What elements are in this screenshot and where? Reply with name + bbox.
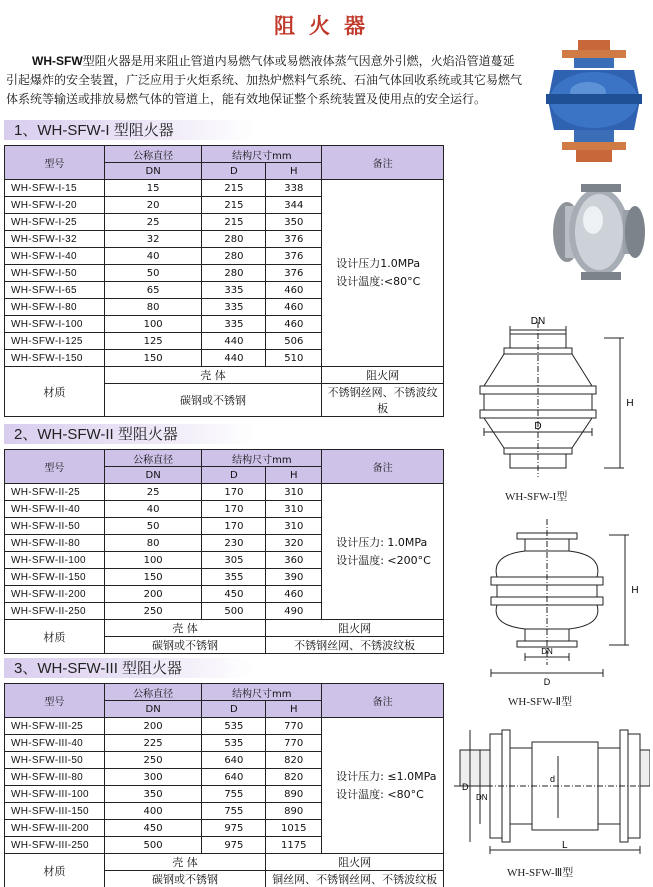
col-dn-cn: 公称直径 xyxy=(104,450,202,467)
cell-h: 1015 xyxy=(266,820,322,837)
cell-model: WH-SFW-I-32 xyxy=(5,231,105,248)
material-label: 材质 xyxy=(5,367,105,417)
cell-model: WH-SFW-III-250 xyxy=(5,837,105,854)
product-photo-blue xyxy=(540,40,648,162)
cell-dn: 40 xyxy=(104,248,202,265)
design-temperature: 设计温度: <200°C xyxy=(336,553,431,567)
cell-model: WH-SFW-I-125 xyxy=(5,333,105,350)
col-h: H xyxy=(266,467,322,484)
page-title: 阻火器 xyxy=(274,14,379,38)
cell-d: 215 xyxy=(202,180,266,197)
cell-h: 376 xyxy=(266,231,322,248)
label-d: D xyxy=(543,677,551,687)
table-row xyxy=(5,180,444,197)
col-d: D xyxy=(202,467,266,484)
cell-dn: 65 xyxy=(104,282,202,299)
cell-h: 890 xyxy=(266,803,322,820)
cell-h: 350 xyxy=(266,214,322,231)
cell-dn: 32 xyxy=(104,231,202,248)
cell-h: 510 xyxy=(266,350,322,367)
section-3-header xyxy=(4,658,254,678)
design-pressure: 设计压力: ≤1.0MPa xyxy=(336,769,437,783)
intro-line-1: 型阻火器是用来阻止管道内易燃气体或易燃液体蒸气因意外引燃，火焰沿管道蔓延 xyxy=(82,54,515,68)
diagram-type-2 xyxy=(475,515,645,687)
cell-dn: 100 xyxy=(104,316,202,333)
arrestor-material: 不锈钢丝网、不锈波纹板 xyxy=(266,637,444,654)
cell-h: 360 xyxy=(266,552,322,569)
col-d: D xyxy=(202,163,266,180)
diagram-1-caption: WH-SFW-I型 xyxy=(505,491,568,503)
notes-cell xyxy=(322,718,444,854)
cell-d: 450 xyxy=(202,586,266,603)
cell-model: WH-SFW-I-40 xyxy=(5,248,105,265)
body-label: 壳 体 xyxy=(104,854,266,871)
label-dn: DN xyxy=(530,316,546,327)
label-dn: DN xyxy=(541,647,553,656)
cell-model: WH-SFW-II-200 xyxy=(5,586,105,603)
cell-h: 310 xyxy=(266,518,322,535)
cell-model: WH-SFW-I-150 xyxy=(5,350,105,367)
label-d-small: d xyxy=(550,774,556,784)
cell-dn: 300 xyxy=(104,769,202,786)
spec-table-3 xyxy=(4,683,444,887)
cell-model: WH-SFW-II-250 xyxy=(5,603,105,620)
label-h: H xyxy=(631,585,639,596)
cell-model: WH-SFW-II-150 xyxy=(5,569,105,586)
diagram-2-caption: WH-SFW-Ⅱ型 xyxy=(508,696,573,708)
cell-d: 755 xyxy=(202,803,266,820)
cell-model: WH-SFW-II-25 xyxy=(5,484,105,501)
col-model: 型号 xyxy=(5,146,105,180)
section-2-title: 2、WH-SFW-II 型阻火器 xyxy=(14,426,178,443)
cell-h: 490 xyxy=(266,603,322,620)
design-temperature: 设计温度: <80°C xyxy=(336,787,424,801)
cell-model: WH-SFW-I-65 xyxy=(5,282,105,299)
cell-h: 376 xyxy=(266,248,322,265)
cell-h: 460 xyxy=(266,586,322,603)
col-h: H xyxy=(266,163,322,180)
cell-h: 1175 xyxy=(266,837,322,854)
cell-model: WH-SFW-III-200 xyxy=(5,820,105,837)
arrestor-label: 阻火网 xyxy=(322,367,444,384)
cell-model: WH-SFW-III-80 xyxy=(5,769,105,786)
cell-h: 460 xyxy=(266,316,322,333)
label-l: L xyxy=(562,840,568,851)
cell-dn: 200 xyxy=(104,718,202,735)
cell-d: 280 xyxy=(202,265,266,282)
cell-h: 770 xyxy=(266,718,322,735)
cell-model: WH-SFW-I-100 xyxy=(5,316,105,333)
cell-h: 506 xyxy=(266,333,322,350)
col-h: H xyxy=(266,701,322,718)
label-d: D xyxy=(462,782,469,792)
cell-dn: 50 xyxy=(104,265,202,282)
cell-dn: 225 xyxy=(104,735,202,752)
cell-dn: 350 xyxy=(104,786,202,803)
col-notes: 备注 xyxy=(322,450,444,484)
diagram-3-caption: WH-SFW-Ⅲ型 xyxy=(507,867,574,879)
notes-cell xyxy=(322,484,444,620)
cell-dn: 50 xyxy=(104,518,202,535)
cell-dn: 25 xyxy=(104,484,202,501)
cell-d: 535 xyxy=(202,735,266,752)
cell-d: 975 xyxy=(202,837,266,854)
cell-d: 335 xyxy=(202,282,266,299)
cell-h: 310 xyxy=(266,484,322,501)
arrestor-material: 铜丝网、不锈钢丝网、不锈波纹板 xyxy=(266,871,444,887)
diagram-type-1 xyxy=(470,312,640,490)
cell-d: 640 xyxy=(202,769,266,786)
cell-h: 460 xyxy=(266,282,322,299)
cell-d: 640 xyxy=(202,752,266,769)
intro-line-2: 引起爆炸的安全装置，广泛应用于火炬系统、加热炉燃料气系统、石油气体回收系统或其它易燃气 xyxy=(6,73,523,87)
cell-dn: 25 xyxy=(104,214,202,231)
section-1-title: 1、WH-SFW-I 型阻火器 xyxy=(14,122,174,139)
cell-dn: 80 xyxy=(104,535,202,552)
cell-d: 170 xyxy=(202,484,266,501)
cell-h: 390 xyxy=(266,569,322,586)
material-label: 材质 xyxy=(5,854,105,887)
cell-h: 820 xyxy=(266,752,322,769)
cell-h: 770 xyxy=(266,735,322,752)
cell-dn: 40 xyxy=(104,501,202,518)
cell-dn: 400 xyxy=(104,803,202,820)
intro-brand: WH-SFW xyxy=(32,54,83,68)
spec-table-1 xyxy=(4,145,444,417)
design-pressure: 设计压力: 1.0MPa xyxy=(336,535,428,549)
cell-dn: 250 xyxy=(104,752,202,769)
cell-h: 376 xyxy=(266,265,322,282)
cell-d: 280 xyxy=(202,248,266,265)
cell-dn: 80 xyxy=(104,299,202,316)
cell-dn: 150 xyxy=(104,569,202,586)
section-3-title: 3、WH-SFW-III 型阻火器 xyxy=(14,660,183,677)
cell-d: 975 xyxy=(202,820,266,837)
label-h: H xyxy=(626,398,634,409)
cell-d: 170 xyxy=(202,518,266,535)
cell-dn: 15 xyxy=(104,180,202,197)
cell-h: 460 xyxy=(266,299,322,316)
cell-dn: 100 xyxy=(104,552,202,569)
col-dims: 结构尺寸mm xyxy=(202,146,322,163)
cell-d: 755 xyxy=(202,786,266,803)
cell-model: WH-SFW-III-40 xyxy=(5,735,105,752)
cell-h: 820 xyxy=(266,769,322,786)
cell-model: WH-SFW-II-100 xyxy=(5,552,105,569)
product-photo-stainless xyxy=(537,176,647,288)
cell-model: WH-SFW-II-80 xyxy=(5,535,105,552)
cell-dn: 500 xyxy=(104,837,202,854)
col-dn-cn: 公称直径 xyxy=(104,684,202,701)
diagram-type-3 xyxy=(450,720,650,860)
spec-table-2 xyxy=(4,449,444,654)
cell-d: 215 xyxy=(202,197,266,214)
cell-d: 305 xyxy=(202,552,266,569)
section-2-header xyxy=(4,424,254,444)
body-label: 壳 体 xyxy=(104,367,321,384)
cell-d: 335 xyxy=(202,316,266,333)
col-notes: 备注 xyxy=(322,146,444,180)
cell-dn: 200 xyxy=(104,586,202,603)
table-row xyxy=(5,718,444,735)
cell-dn: 250 xyxy=(104,603,202,620)
col-dn: DN xyxy=(104,701,202,718)
label-d: D xyxy=(534,421,542,432)
cell-dn: 450 xyxy=(104,820,202,837)
cell-d: 440 xyxy=(202,350,266,367)
cell-d: 355 xyxy=(202,569,266,586)
cell-model: WH-SFW-III-100 xyxy=(5,786,105,803)
col-dims: 结构尺寸mm xyxy=(202,684,322,701)
arrestor-material: 不锈钢丝网、不锈波纹板 xyxy=(322,384,444,417)
cell-model: WH-SFW-I-20 xyxy=(5,197,105,214)
design-temperature: 设计温度:<80°C xyxy=(336,275,421,288)
col-dn: DN xyxy=(104,467,202,484)
cell-h: 310 xyxy=(266,501,322,518)
cell-model: WH-SFW-I-50 xyxy=(5,265,105,282)
intro-paragraph xyxy=(6,52,526,109)
material-label: 材质 xyxy=(5,620,105,654)
cell-model: WH-SFW-III-50 xyxy=(5,752,105,769)
cell-d: 335 xyxy=(202,299,266,316)
col-dims: 结构尺寸mm xyxy=(202,450,322,467)
cell-model: WH-SFW-I-25 xyxy=(5,214,105,231)
col-dn: DN xyxy=(104,163,202,180)
cell-d: 440 xyxy=(202,333,266,350)
intro-line-3: 体系统等输送或排放易燃气体的管道上，能有效地保证整个系统装置及使用点的安全运行。 xyxy=(6,92,487,106)
cell-d: 170 xyxy=(202,501,266,518)
cell-dn: 125 xyxy=(104,333,202,350)
col-d: D xyxy=(202,701,266,718)
cell-model: WH-SFW-I-80 xyxy=(5,299,105,316)
cell-d: 215 xyxy=(202,214,266,231)
body-material: 碳钢或不锈钢 xyxy=(104,871,266,887)
cell-dn: 150 xyxy=(104,350,202,367)
col-notes: 备注 xyxy=(322,684,444,718)
body-label: 壳 体 xyxy=(104,620,266,637)
cell-model: WH-SFW-II-50 xyxy=(5,518,105,535)
cell-d: 500 xyxy=(202,603,266,620)
cell-model: WH-SFW-III-150 xyxy=(5,803,105,820)
cell-h: 890 xyxy=(266,786,322,803)
col-model: 型号 xyxy=(5,684,105,718)
body-material: 碳钢或不锈钢 xyxy=(104,637,266,654)
arrestor-label: 阻火网 xyxy=(266,620,444,637)
section-1-header xyxy=(4,120,254,140)
cell-model: WH-SFW-I-15 xyxy=(5,180,105,197)
body-material: 碳钢或不锈钢 xyxy=(104,384,321,417)
cell-d: 230 xyxy=(202,535,266,552)
col-model: 型号 xyxy=(5,450,105,484)
arrestor-label: 阻火网 xyxy=(266,854,444,871)
cell-model: WH-SFW-II-40 xyxy=(5,501,105,518)
notes-cell xyxy=(322,180,444,367)
cell-h: 320 xyxy=(266,535,322,552)
cell-h: 344 xyxy=(266,197,322,214)
table-row xyxy=(5,484,444,501)
label-dn: DN xyxy=(476,793,488,802)
col-dn-cn: 公称直径 xyxy=(104,146,202,163)
design-pressure: 设计压力1.0MPa xyxy=(336,257,421,270)
cell-d: 535 xyxy=(202,718,266,735)
cell-d: 280 xyxy=(202,231,266,248)
cell-dn: 20 xyxy=(104,197,202,214)
cell-h: 338 xyxy=(266,180,322,197)
cell-model: WH-SFW-III-25 xyxy=(5,718,105,735)
